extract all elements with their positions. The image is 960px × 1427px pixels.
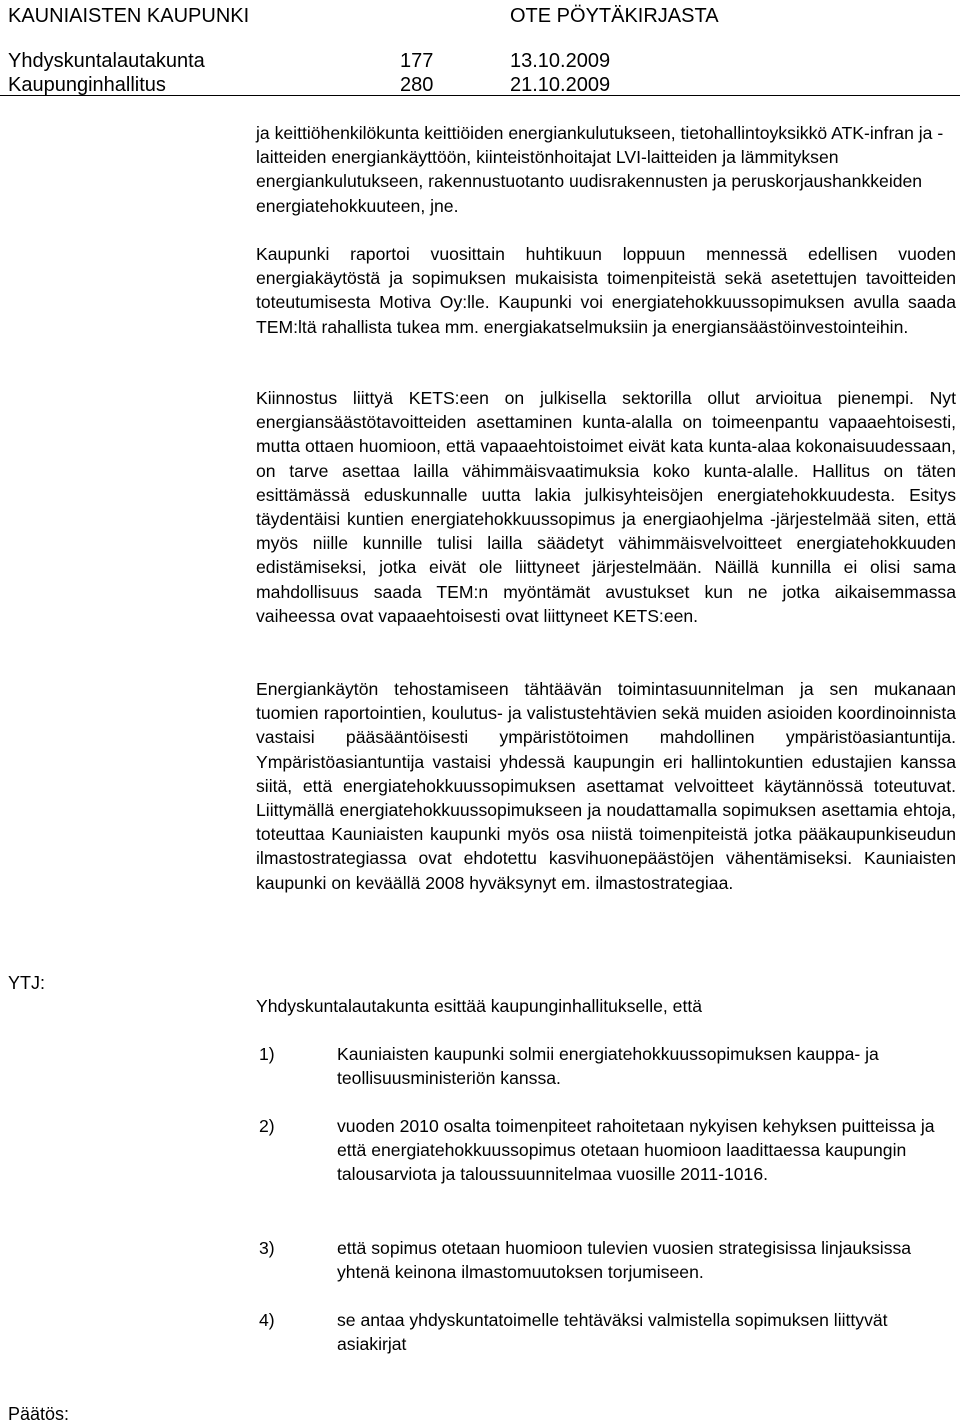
header-date-1: 13.10.2009: [510, 50, 611, 72]
body-paragraph-3: Kiinnostus liittyä KETS:een on julkisella sektorilla ollut arvioitua pienempi. Nyt energiansäästötavoitteiden asettaminen kunta-alalla on toimeenpantu vapaaehtoisesti, mutta ottaen huomioon, että vapaaehtoistoimet eivät kata kunta-alaa kokonaisuudessaan, on tarve asettaa lailla vähimmäisvaatimuksia koko kunta-alalle. Hallitus on täten esittämässä eduskunnalle uutta lakia julkisyhteisöjen energiatehokkuudesta. Esitys täydentäisi kuntien energiatehokkuussopimus ja energiaohjelma -järjestelmää siten, että myös niille kunnille tulisi lailla säädetyt vähimmäisvelvoitteet energiatehokkuuden edistämiseksi, jotka eivät ole liittyneet järjestelmään. Näillä kunnilla ei olisi sama mahdollisuus saada TEM:n myöntämät avustukset kun ne jotka aikaisemmassa vaiheessa ovat vapaaehtoisesti ovat liittyneet KETS:een.: [256, 388, 956, 626]
body-paragraph-4: Energiankäytön tehostamiseen tähtäävän toimintasuunnitelman ja sen mukanaan tuomien raportointien, koulutus- ja valistustehtävien sekä muiden asioiden koordinoinnista vastaisi pääsääntöisesti ympäristötoimen mahdollinen ympäristöasiantuntija. Ympäristöasiantuntija vastaisi yhdessä kaupungin eri hallintokuntien edustajien kanssa siitä, että energiatehokkuussopimuksen asettamat velvoitteet käytännössä toteutuvat. Liittymällä energiatehokkuussopimukseen ja noudattamalla sopimuksen asettamia ehtoja, toteuttaa Kauniaisten kaupunki myös osa niistä toimenpiteistä jotka pääkaupunkiseudun ilmastostrategiassa ovat ehdotettu kasvihuonepäästöjen vähentämiseksi. Kauniaisten kaupunki on keväällä 2008 hyväksynyt em. ilmastostrategiaa.: [256, 679, 956, 893]
document-type: OTE PÖYTÄKIRJASTA: [510, 5, 719, 27]
body-paragraph-1: ja keittiöhenkilökunta keittiöiden energiankulutukseen, tietohallintoyksikkö ATK-infran ja -laitteiden energiankäyttöön, kiinteistönhoitajat LVI-laitteiden ja lämmityksen energiankulutukseen, rakennustuotanto uudisrakennusten ja peruskorjaushankkeiden energiatehokkuuteen, jne.: [256, 123, 944, 216]
header-divider: [0, 95, 960, 96]
body-paragraph-2: Kaupunki raportoi vuosittain huhtikuun loppuun mennessä edellisen vuoden energiakäytöstä ja sopimuksen mukaisista toimenpiteistä sekä asetettujen tavoitteiden toteutumisesta Motiva Oy:lle. Kaupunki voi energiatehokkuussopimuksen avulla saada TEM:ltä rahallista tukea mm. energiakatselmuksiin ja energiansäästöinvestointeihin.: [256, 244, 956, 337]
proposal-label: YTJ:: [8, 973, 46, 993]
header-body-2: Kaupunginhallitus: [8, 74, 166, 96]
list-item-number: 4): [259, 1310, 275, 1330]
decision-label: Päätös:: [8, 1404, 70, 1424]
header-section-2: 280: [400, 74, 434, 96]
proposal-intro: Yhdyskuntalautakunta esittää kaupunginhallitukselle, että: [256, 996, 703, 1016]
header-section-1: 177: [400, 50, 434, 72]
list-item-number: 3): [259, 1238, 275, 1258]
organization-name: KAUNIAISTEN KAUPUNKI: [8, 5, 250, 27]
list-item-text: vuoden 2010 osalta toimenpiteet rahoitetaan nykyisen kehyksen puitteissa ja että energiatehokkuussopimus otetaan huomioon laadittaessa kaupungin talousarviota ja taloussuunnitelmaa vuosille 2011-1016.: [337, 1116, 935, 1185]
header-body-1: Yhdyskuntalautakunta: [8, 50, 205, 72]
list-item-number: 1): [259, 1044, 275, 1064]
list-item-text: että sopimus otetaan huomioon tulevien vuosien strategisissa linjauksissa yhtenä keinona ilmastomuutoksen torjumiseen.: [337, 1238, 912, 1283]
header-date-2: 21.10.2009: [510, 74, 611, 96]
list-item-text: Kauniaisten kaupunki solmii energiatehokkuussopimuksen kauppa- ja teollisuusministeriön kanssa.: [337, 1044, 879, 1089]
list-item-number: 2): [259, 1116, 275, 1136]
list-item-text: se antaa yhdyskuntatoimelle tehtäväksi valmistella sopimuksen liittyvät asiakirjat: [337, 1310, 888, 1355]
